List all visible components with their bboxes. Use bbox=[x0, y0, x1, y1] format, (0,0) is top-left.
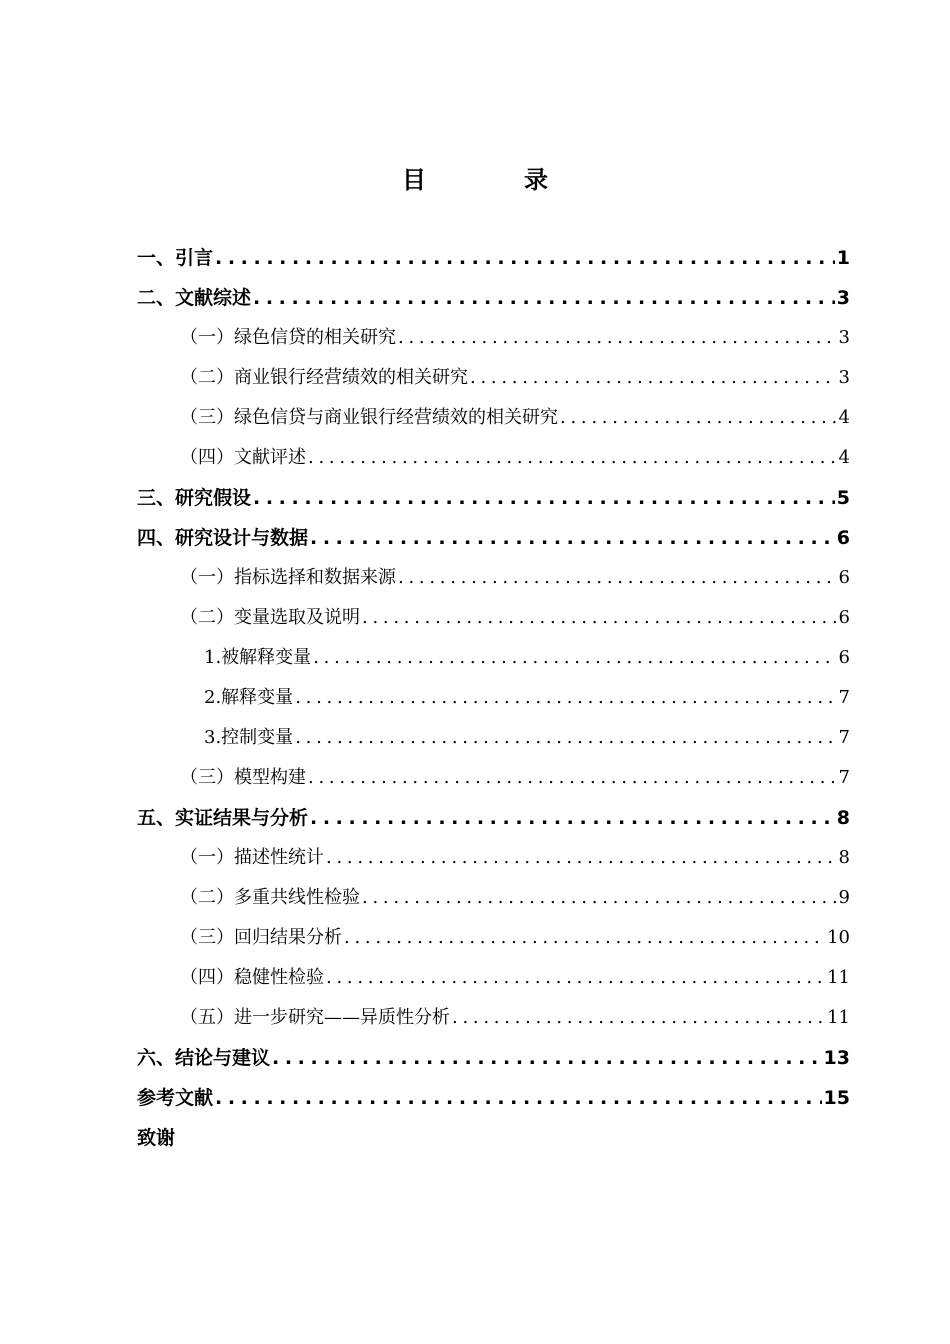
toc-dot-leader bbox=[362, 878, 837, 918]
toc-entry-page-number: 15 bbox=[823, 1087, 850, 1109]
toc-entry-label: 二、文献综述 bbox=[137, 287, 252, 309]
toc-dot-leader bbox=[326, 958, 825, 998]
toc-entry[interactable] bbox=[137, 758, 850, 798]
toc-entry-label: （二）变量选取及说明 bbox=[180, 607, 360, 628]
toc-entry[interactable] bbox=[137, 318, 850, 358]
toc-dot-leader bbox=[313, 638, 836, 678]
toc-entry-page-number: 4 bbox=[838, 447, 850, 468]
toc-dot-leader bbox=[470, 358, 837, 398]
toc-entry[interactable] bbox=[137, 438, 850, 478]
toc-entry-label: （三）模型构建 bbox=[180, 767, 306, 788]
toc-entry-label: 1.被解释变量 bbox=[204, 647, 312, 668]
toc-entry-label: 一、引言 bbox=[137, 247, 214, 269]
toc-entry[interactable] bbox=[137, 638, 850, 678]
toc-entry-page-number: 11 bbox=[827, 1007, 850, 1028]
toc-entry[interactable] bbox=[137, 598, 850, 638]
toc-entry-page-number: 6 bbox=[838, 647, 850, 668]
toc-entry[interactable] bbox=[137, 838, 850, 878]
toc-entry-label: 3.控制变量 bbox=[204, 727, 294, 748]
toc-dot-leader bbox=[253, 278, 835, 318]
toc-dot-leader bbox=[452, 998, 825, 1038]
toc-entry-page-number: 8 bbox=[836, 807, 850, 829]
toc-entry[interactable] bbox=[137, 678, 850, 718]
toc-entry-label: 五、实证结果与分析 bbox=[137, 807, 309, 829]
toc-entry[interactable] bbox=[137, 798, 850, 838]
toc-entry-label: （三）回归结果分析 bbox=[180, 927, 342, 948]
toc-entry[interactable] bbox=[137, 1118, 850, 1158]
toc-entry-label: 致谢 bbox=[137, 1127, 176, 1149]
toc-entry[interactable] bbox=[137, 358, 850, 398]
toc-dot-leader bbox=[308, 758, 837, 798]
toc-entry[interactable] bbox=[137, 478, 850, 518]
toc-entry-page-number: 5 bbox=[836, 487, 850, 509]
toc-entry-page-number: 4 bbox=[838, 407, 850, 428]
toc-entry[interactable] bbox=[137, 1078, 850, 1118]
toc-dot-leader bbox=[215, 238, 835, 278]
toc-entry-page-number: 6 bbox=[838, 567, 850, 588]
toc-entry-label: （二）商业银行经营绩效的相关研究 bbox=[180, 367, 468, 388]
toc-entry-page-number: 1 bbox=[836, 247, 850, 269]
toc-dot-leader bbox=[295, 718, 836, 758]
toc-entry-page-number: 7 bbox=[838, 767, 850, 788]
toc-title bbox=[0, 160, 950, 195]
toc-entry-page-number: 3 bbox=[838, 327, 850, 348]
toc-dot-leader bbox=[560, 398, 837, 438]
toc-dot-leader bbox=[398, 558, 837, 598]
toc-dot-leader bbox=[253, 478, 835, 518]
toc-entry-page-number: 6 bbox=[836, 527, 850, 549]
toc-entry[interactable] bbox=[137, 718, 850, 758]
toc-entry-label: （三）绿色信贷与商业银行经营绩效的相关研究 bbox=[180, 407, 558, 428]
toc-dot-leader bbox=[326, 838, 837, 878]
toc-entry-label: 六、结论与建议 bbox=[137, 1047, 271, 1069]
toc-entry-label: 参考文献 bbox=[137, 1087, 214, 1109]
toc-entry[interactable] bbox=[137, 558, 850, 598]
toc-entry-label: （二）多重共线性检验 bbox=[180, 887, 360, 908]
toc-entry[interactable] bbox=[137, 518, 850, 558]
toc-entry-label: 四、研究设计与数据 bbox=[137, 527, 309, 549]
toc-entry[interactable] bbox=[137, 998, 850, 1038]
toc-dot-leader bbox=[398, 318, 837, 358]
toc-dot-leader bbox=[362, 598, 837, 638]
toc-dot-leader bbox=[308, 438, 837, 478]
toc-entry-label: （一）绿色信贷的相关研究 bbox=[180, 327, 396, 348]
toc-title-right: 录 bbox=[524, 166, 548, 194]
toc-entry[interactable] bbox=[137, 278, 850, 318]
toc-dot-leader bbox=[310, 518, 835, 558]
toc-entry-page-number: 3 bbox=[838, 367, 850, 388]
toc-entry-label: （一）指标选择和数据来源 bbox=[180, 567, 396, 588]
toc-entry[interactable] bbox=[137, 918, 850, 958]
toc-dot-leader bbox=[344, 918, 825, 958]
toc-entry-label: （四）文献评述 bbox=[180, 447, 306, 468]
toc-dot-leader bbox=[310, 798, 835, 838]
toc-entry[interactable] bbox=[137, 958, 850, 998]
toc-dot-leader bbox=[295, 678, 836, 718]
toc-entry[interactable] bbox=[137, 1038, 850, 1078]
table-of-contents bbox=[137, 238, 850, 1158]
toc-entry-page-number: 11 bbox=[827, 967, 850, 988]
toc-title-left: 目 bbox=[402, 166, 426, 194]
toc-entry-page-number: 6 bbox=[838, 607, 850, 628]
toc-entry-label: （五）进一步研究——异质性分析 bbox=[180, 1007, 450, 1028]
toc-entry-page-number: 7 bbox=[838, 727, 850, 748]
toc-entry-label: （一）描述性统计 bbox=[180, 847, 324, 868]
toc-entry-page-number: 8 bbox=[838, 847, 850, 868]
toc-dot-leader bbox=[272, 1038, 822, 1078]
toc-entry-page-number: 13 bbox=[823, 1047, 850, 1069]
toc-dot-leader bbox=[215, 1078, 822, 1118]
toc-entry-page-number: 10 bbox=[827, 927, 850, 948]
toc-entry-page-number: 3 bbox=[836, 287, 850, 309]
toc-entry-label: （四）稳健性检验 bbox=[180, 967, 324, 988]
toc-entry-page-number: 9 bbox=[838, 887, 850, 908]
toc-entry[interactable] bbox=[137, 878, 850, 918]
toc-entry[interactable] bbox=[137, 398, 850, 438]
toc-entry-page-number: 7 bbox=[838, 687, 850, 708]
toc-entry[interactable] bbox=[137, 238, 850, 278]
toc-entry-label: 三、研究假设 bbox=[137, 487, 252, 509]
toc-entry-label: 2.解释变量 bbox=[204, 687, 294, 708]
